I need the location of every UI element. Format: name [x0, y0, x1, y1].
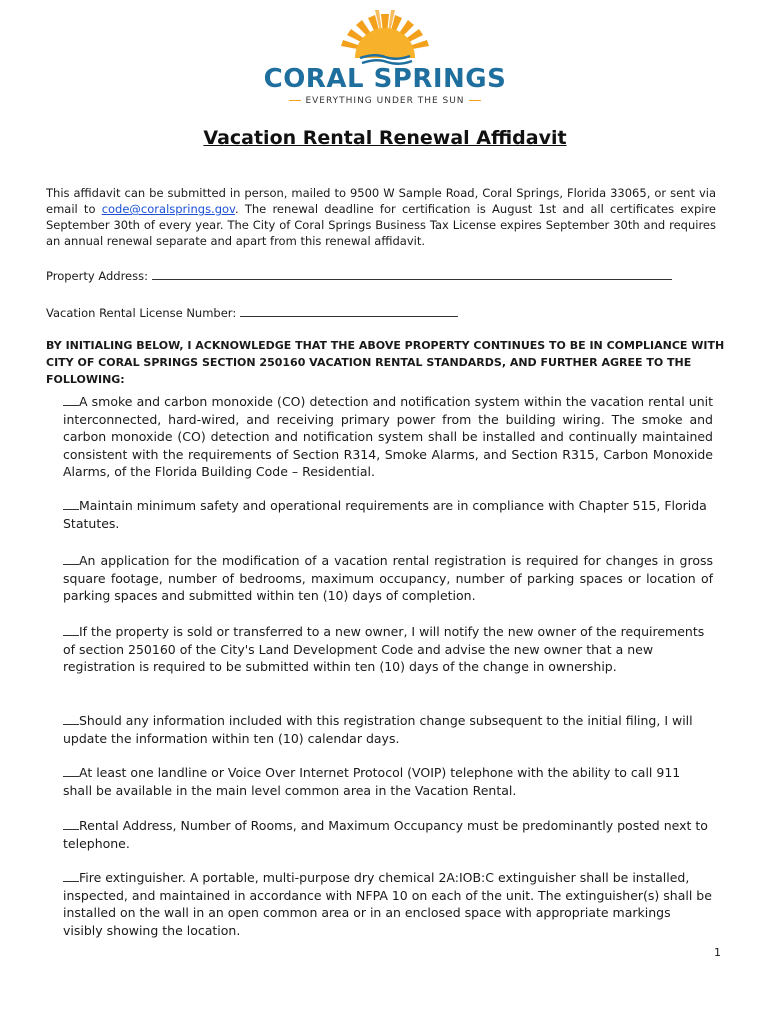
initial-blank[interactable] [63, 818, 79, 830]
initial-blank[interactable] [63, 624, 79, 636]
list-item [63, 869, 713, 939]
item-text: Should any information included with this registration change subsequent to the initial filing, I will update the information within ten (10) calendar days. [63, 713, 693, 746]
item-text: A smoke and carbon monoxide (CO) detection and notification system within the vacation rental unit interconnected, hard-wired, and receiving primary power from the building wiring. The smoke and carbon monoxide (CO) detection and notification system shall be installed and continually maintained consistent with the requirements of Section R314, Smoke Alarms, and Section R315, Carbon Monoxide Alarms, of the Florida Building Code – Residential. [63, 394, 713, 479]
initial-blank[interactable] [63, 713, 79, 725]
email-link[interactable]: code@coralsprings.gov [101, 202, 235, 216]
initial-blank[interactable] [63, 870, 79, 882]
license-number-label: Vacation Rental License Number: [46, 306, 237, 320]
list-item [63, 623, 713, 676]
list-item [63, 712, 713, 747]
page-title: Vacation Rental Renewal Affidavit [203, 127, 567, 149]
list-item [63, 817, 713, 852]
initial-blank[interactable] [63, 553, 79, 565]
property-address-label: Property Address: [46, 269, 148, 283]
item-text: Fire extinguisher. A portable, multi-purpose dry chemical 2A:IOB:C extinguisher shall be installed, inspected, and maintained in accordance with NFPA 10 on each of the unit. The extinguisher(s) shall be installed on the wall in an open common area or in an enclosed space with appropriate markings visibly showing the location. [63, 870, 712, 938]
initial-blank[interactable] [63, 498, 79, 510]
item-text: At least one landline or Voice Over Internet Protocol (VOIP) telephone with the ability to call 911 shall be available in the main level common area in the Vacation Rental. [63, 765, 681, 798]
sun-logo-icon [250, 8, 520, 68]
list-item [63, 764, 713, 799]
item-text: If the property is sold or transferred to a new owner, I will notify the new owner of the requirements of section 250160 of the City's Land Development Code and advise the new owner that a new registration is required to be submitted within ten (10) days of the change in ownership. [63, 624, 705, 674]
logo-name: CORAL SPRINGS [263, 64, 507, 94]
license-number-field [46, 305, 458, 320]
item-text: An application for the modification of a vacation rental registration is required for changes in gross square footage, number of bedrooms, maximum occupancy, number of parking spaces or location of parking spaces and submitted within ten (10) days of completion. [63, 553, 713, 603]
intro-text-1: This affidavit can be submitted in person, mailed to 9500 W Sample Road, Coral Springs, Florida 33065, or sent via email to [46, 186, 716, 216]
intro-paragraph [46, 185, 716, 249]
page-number: 1 [714, 946, 721, 959]
list-item [63, 393, 713, 481]
property-address-line[interactable] [152, 268, 672, 280]
license-number-line[interactable] [240, 305, 458, 317]
coral-springs-logo [250, 8, 520, 108]
tagline-dash-left [289, 100, 301, 101]
item-text: Rental Address, Number of Rooms, and Maximum Occupancy must be predominantly posted next to telephone. [63, 818, 708, 851]
initial-blank[interactable] [63, 765, 79, 777]
list-item [63, 552, 713, 605]
tagline-dash-right [469, 100, 481, 101]
acknowledgement-heading: BY INITIALING BELOW, I ACKNOWLEDGE THAT THE ABOVE PROPERTY CONTINUES TO BE IN COMPLIANCE WITH CITY OF CORAL SPRINGS SECTION 250160 VACATION RENTAL STANDARDS, AND FURTHER AGREE TO THE FOLLOWING: [46, 339, 725, 386]
list-item [63, 497, 713, 532]
item-text: Maintain minimum safety and operational requirements are in compliance with Chapter 515, Florida Statutes. [63, 498, 707, 531]
intro-text-2: . The renewal deadline for certification is August 1st and all certificates expire September 30th of every year. The City of Coral Springs Business Tax License expires September 30th and requires an annual renewal separate and apart from this renewal affidavit. [46, 202, 717, 248]
property-address-field [46, 268, 672, 283]
initial-blank[interactable] [63, 394, 79, 406]
logo-tagline: EVERYTHING UNDER THE SUN [305, 96, 465, 106]
logo-tagline-row [250, 96, 520, 106]
